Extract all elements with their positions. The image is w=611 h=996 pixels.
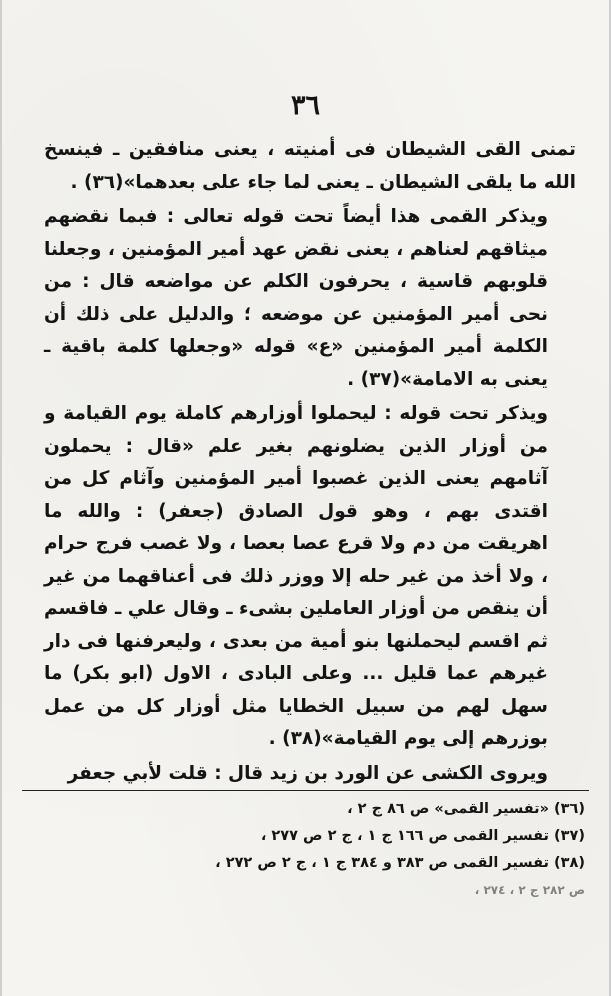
page-left-edge	[0, 0, 2, 996]
page-number: ٣٦	[290, 90, 320, 121]
paragraph-3: ويذكر تحت قوله : ليحملوا أوزارهم كاملة يوم القيامة و من أوزار الذين يضلونهم بغير علم «قال : يحملون آثامهم يعنى الذين غصبوا أمير المؤمنين وآثام كل من اقتدى بهم ، وهو قول الصادق (جعفر) : والله ما اهريقت من دم ولا قرع عصا بعصا ، ولا غصب فرج حرام ، ولا أخذ من غير حله إلا ووزر ذلك فى أعناقهما من غير أن ينقص من أوزار العاملين بشىء ـ وقال علي ـ فاقسم ثم اقسم ليحملنها بنو أمية من بعدى ، وليعرفنها فى دار غيرهم عما قليل ... وعلى البادى ، الاول (ابو بكر) ما سهل لهم من سبيل الخطايا مثل أوزار كل من عمل بوزرهم إلى يوم القيامة»(٣٨) .	[44, 403, 548, 749]
footnote-36: (٣٦) «تفسير القمى» ص ٨٦ ج ٢ ،	[347, 801, 585, 817]
footnotes	[40, 796, 585, 904]
main-text	[44, 134, 576, 792]
paragraph-4: ويروى الكشى عن الورد بن زيد قال : قلت لأبي جعفر	[67, 762, 548, 784]
paragraph-2: ويذكر القمى هذا أيضاً تحت قوله تعالى : فبما نقضهم ميثاقهم لعناهم ، يعنى نقض عهد أمير المؤمنين ، وجعلنا قلوبهم قاسية ، يحرفون الكلم عن مواضعه قال : من نحى أمير المؤمنين عن موضعه ؛ والدليل على ذلك أن الكلمة أمير المؤمنين «ع» قوله «وجعلها كلمة باقية ـ يعنى به الامامة»(٣٧) .	[44, 206, 548, 390]
footnote-bleed-through: ص ٢٨٢ ج ٢ ، ٢٧٤ ،	[474, 883, 585, 897]
footnote-divider	[22, 790, 589, 791]
paragraph-1: تمنى القى الشيطان فى أمنيته ، يعنى منافقين ـ فينسخ الله ما يلقى الشيطان ـ يعنى لما جاء على بعدهما»(٣٦) .	[44, 139, 576, 193]
footnote-38: (٣٨) تفسير القمى ص ٣٨٣ و ٣٨٤ ج ١ ، ج ٢ ص ٢٧٢ ،	[215, 855, 585, 871]
footnote-37: (٣٧) تفسير القمى ص ١٦٦ ج ١ ، ج ٢ ص ٢٧٧ ،	[260, 828, 585, 844]
